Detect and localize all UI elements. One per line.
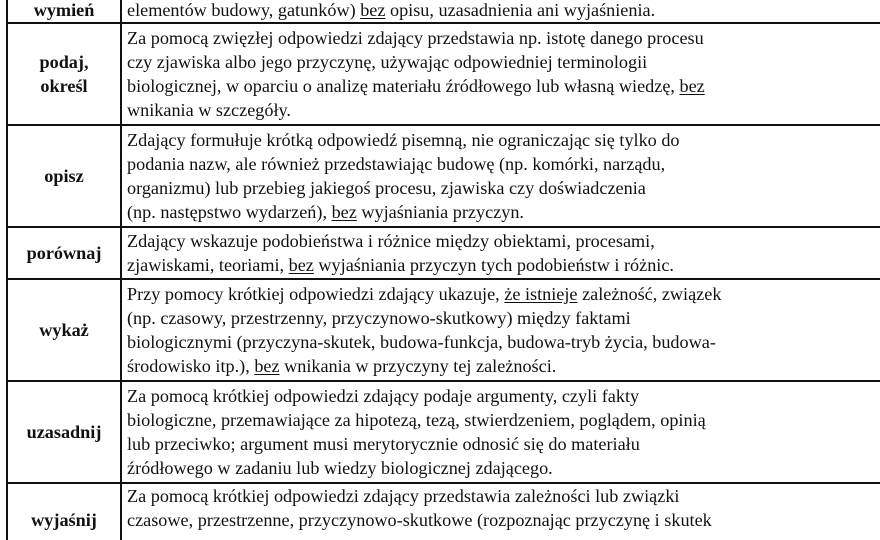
definition-line: [127, 0, 880, 22]
definition-line: [127, 484, 880, 508]
underlined-emphasis: bez: [679, 76, 705, 96]
definition-text: organizmu) lub przebieg jakiegoś procesu, zjawiska czy doświadczenia: [127, 178, 646, 198]
definition-cell: [121, 279, 880, 381]
definition-text: wnikania w szczegóły.: [127, 100, 291, 121]
definition-line: [127, 354, 880, 378]
definition-line: [127, 508, 880, 532]
table-row: [7, 227, 880, 279]
definition-line: [127, 74, 880, 98]
definition-text: czasowe, przestrzenne, przyczynowo-skutkowe (rozpoznając przyczynę i skutek: [127, 510, 712, 531]
term-label: wymień: [33, 0, 95, 20]
definition-line: [127, 282, 880, 306]
definition-line: [127, 330, 880, 354]
definition-text: biologiczne, przemawiające za hipotezą, tezą, stwierdzeniem, poglądem, opinią: [127, 409, 706, 430]
definition-text: Za pomocą krótkiej odpowiedzi zdający przedstawia zależności lub związki: [127, 486, 680, 506]
definition-text: zjawiskami, teoriami,: [127, 255, 289, 275]
definition-line: [127, 128, 880, 152]
table-body: [7, 0, 880, 540]
definition-line: [127, 306, 880, 330]
definition-text: biologicznymi (przyczyna-skutek, budowa-funkcja, budowa-tryb życia, budowa-: [127, 332, 716, 352]
definition-line: [127, 176, 880, 200]
table-row: [7, 125, 880, 227]
term-label: wykaż: [39, 319, 89, 340]
definition-text: czy zjawiska albo jego przyczynę, używając odpowiedniej terminologii: [127, 51, 648, 72]
term-label: uzasadnij: [26, 421, 102, 442]
definition-text: wyjaśniania przyczyn tych podobieństw i różnic.: [313, 255, 674, 275]
underlined-emphasis: bez: [360, 0, 386, 20]
term-cell: [7, 125, 121, 227]
term-cell: [7, 0, 121, 23]
definition-cell: [121, 381, 880, 483]
underlined-emphasis: bez: [331, 202, 357, 223]
definition-text: Przy pomocy krótkiej odpowiedzi zdający ukazuje,: [127, 283, 505, 304]
definition-text: Zdający wskazuje podobieństwa i różnice między obiektami, procesami,: [127, 230, 655, 251]
term-label: wyjaśnij: [31, 510, 97, 530]
definition-text: wyjaśniania przyczyn.: [356, 202, 524, 223]
term-cell: [7, 381, 121, 483]
definition-line: [127, 456, 880, 480]
definition-text: zależność, związek: [577, 283, 722, 304]
definition-text: elementów budowy, gatunków): [127, 0, 361, 20]
definition-cell: [121, 0, 880, 23]
definition-line: [127, 408, 880, 432]
definition-line: [127, 200, 880, 224]
definition-cell: [121, 483, 880, 540]
term-cell: [7, 483, 121, 540]
definition-line: [127, 50, 880, 74]
term-cell: [7, 23, 121, 125]
definition-text: Zdający formułuje krótką odpowiedź pisemną, nie ograniczając się tylko do: [127, 129, 680, 150]
term-label: opisz: [44, 165, 84, 186]
definition-text: opisu, uzasadnienia ani wyjaśnienia.: [385, 0, 656, 20]
definition-line: [127, 229, 880, 253]
underlined-emphasis: że istnieje: [504, 283, 578, 304]
definition-line: [127, 26, 880, 50]
table-row: [7, 381, 880, 483]
definition-line: [127, 152, 880, 176]
definition-text: Za pomocą krótkiej odpowiedzi zdający podaje argumenty, czyli fakty: [127, 385, 640, 406]
definition-text: podania nazw, ale również przedstawiając budowę (np. komórki, narządu,: [127, 153, 666, 174]
definition-text: wnikania w przyczyny tej zależności.: [279, 356, 557, 377]
underlined-emphasis: bez: [254, 356, 280, 377]
term-label: określ: [40, 76, 88, 96]
definition-line: [127, 98, 880, 122]
term-label: porównaj: [26, 242, 102, 263]
definition-text: (np. następstwo wydarzeń),: [127, 202, 332, 223]
table-row: [7, 23, 880, 125]
definition-line: [127, 253, 880, 277]
definition-text: Za pomocą zwięzłej odpowiedzi zdający przedstawia np. istotę danego procesu: [127, 27, 704, 48]
command-terms-table: [6, 0, 880, 540]
definition-text: źródłowego w zadaniu lub wiedzy biologicznej zdającego.: [127, 458, 553, 479]
underlined-emphasis: bez: [288, 255, 314, 275]
definition-cell: [121, 23, 880, 125]
table-row: [7, 279, 880, 381]
definition-line: [127, 432, 880, 456]
term-cell: [7, 227, 121, 279]
term-cell: [7, 279, 121, 381]
table-row: [7, 483, 880, 540]
definition-cell: [121, 227, 880, 279]
term-label: podaj,: [39, 51, 89, 72]
definition-text: lub przeciwko; argument musi merytorycznie odnosić się do materiału: [127, 434, 640, 454]
definition-cell: [121, 125, 880, 227]
definition-text: biologicznej, w oparciu o analizę materiału źródłowego lub własną wiedzę,: [127, 76, 680, 96]
definition-text: środowisko itp.),: [127, 356, 255, 377]
definition-text: (np. czasowy, przestrzenny, przyczynowo-skutkowy) między faktami: [127, 307, 631, 328]
definition-line: [127, 384, 880, 408]
table-row: [7, 0, 880, 23]
